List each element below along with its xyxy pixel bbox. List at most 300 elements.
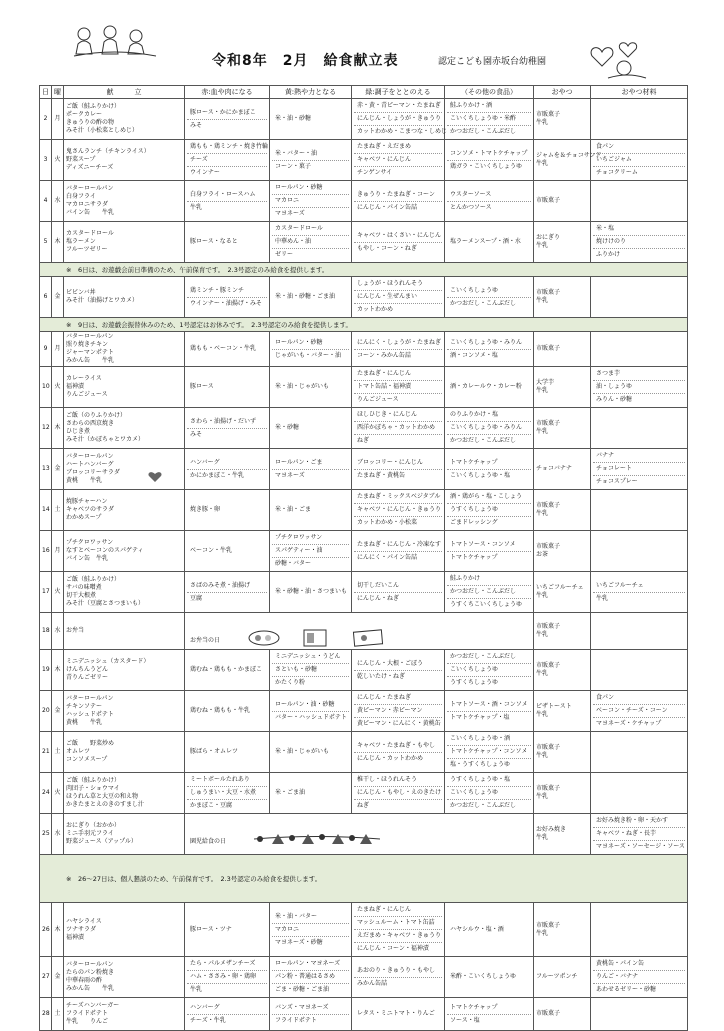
dish-name: 牛乳 りんご: [66, 1018, 109, 1025]
dish-name: 野菜スープ: [66, 156, 96, 163]
dish-name: ブロッコリーサラダ: [66, 469, 120, 476]
dish-name: ツナサラダ: [66, 925, 96, 933]
menu-table: [39, 85, 688, 1031]
col-menu: 献 立: [64, 86, 185, 99]
day-number: 9: [40, 332, 52, 367]
dish-name: ご飯（鮭ふりかけ）: [66, 576, 121, 583]
dish-name: プチクロワッサン: [66, 539, 114, 546]
notice-row: [40, 318, 688, 332]
line-item: こいくちしょうゆ: [447, 787, 531, 800]
line-item: 牛乳: [190, 203, 203, 211]
dish-list: [64, 408, 185, 449]
snack-ingredients: [591, 531, 688, 572]
line-item: ねぎ: [357, 437, 370, 444]
red-foods: [185, 732, 270, 773]
red-foods: [185, 367, 270, 408]
green-foods: [352, 181, 445, 222]
dish-list: [64, 613, 185, 650]
line-item: しょうが・ほうれんそう: [354, 278, 442, 291]
snack-item: 牛乳: [536, 119, 549, 126]
snack-item: 市販菓子: [536, 1010, 561, 1017]
snack-ingredients: [591, 650, 688, 691]
line-item: かまぼこ・豆腐: [190, 802, 233, 809]
snack-ingredients: [591, 99, 688, 140]
snack-ingredients: [591, 490, 688, 531]
other-foods: [445, 732, 534, 773]
dish-name: ポークカレー: [66, 111, 103, 118]
line-item: バター・ハッシュドポテト: [275, 713, 347, 721]
dish-name: ハートハンバーグ: [66, 461, 114, 468]
line-item: レタス・ミニトマト・りんご: [357, 1010, 435, 1017]
hearts-illustration: [588, 38, 648, 80]
snack-item: 牛乳: [536, 793, 549, 800]
yellow-foods: [270, 277, 352, 318]
line-item: チーズ・牛乳: [190, 1016, 226, 1024]
dish-list: [64, 650, 185, 691]
yellow-foods: [270, 140, 352, 181]
line-item: 牛乳: [190, 986, 203, 993]
line-item: にんじん・しょうが・きゅうり: [354, 113, 442, 126]
line-item: かつおだし・こんぶだし: [447, 586, 531, 599]
menu-body: [40, 99, 688, 1031]
snack: [534, 222, 591, 263]
notice-text: ※ 26～27日は、個人懇談のため、午前保育です。 2.3号認定のみ給食を提供します。: [40, 855, 688, 903]
green-foods: [352, 998, 445, 1031]
red-foods: [185, 222, 270, 263]
line-item: チョコレート: [593, 463, 685, 476]
line-item: かたくり粉: [275, 679, 306, 686]
day-of-week: 金: [52, 449, 64, 490]
day-of-week: 木: [52, 222, 64, 263]
line-item: 米・油・砂糖: [275, 115, 312, 122]
snack-ingredients: [591, 140, 688, 181]
snack-item: 牛乳: [536, 834, 549, 841]
line-item: カットわかめ・こまつな・しめじ: [357, 128, 447, 135]
dish-list: [64, 572, 185, 613]
yellow-foods: [270, 408, 352, 449]
snack: [534, 181, 591, 222]
snack-item: お茶: [536, 551, 549, 558]
dish-name: キャベツのサラダ: [66, 506, 114, 513]
yellow-foods: [270, 732, 352, 773]
col-green: 緑:調子をととのえる: [352, 86, 445, 99]
line-item: いちごフルーチェ: [593, 580, 685, 593]
dish-name: 塩ラーメン: [66, 238, 96, 245]
line-item: うすくちしょうゆ: [447, 504, 531, 517]
snack-item: 市販菓子: [536, 543, 561, 550]
dish-name: ミニ手羽元フライ: [66, 830, 114, 837]
line-item: 鶏ミンチ・豚ミンチ: [187, 285, 267, 298]
snack-ingredients: [591, 814, 688, 855]
day-number: 24: [40, 773, 52, 814]
dish-name: ディズニーチーズ: [66, 164, 114, 171]
line-item: ほしひじき・にんじん: [354, 409, 442, 422]
line-item: カットわかめ・小松菜: [357, 519, 417, 526]
line-item: 焼けけのり: [593, 236, 685, 249]
line-item: ふりかけ: [596, 251, 621, 258]
line-item: トマト缶詰・福神漬: [354, 381, 442, 394]
dish-list: [64, 998, 185, 1031]
snack-ingredients: [591, 957, 688, 998]
line-item: みかん缶詰: [357, 979, 388, 987]
line-item: 鶏むね・鶏もも・牛乳: [190, 707, 251, 714]
line-item: 豆腐: [190, 594, 203, 602]
other-foods: [445, 277, 534, 318]
line-item: たまねぎ・にんじん: [354, 904, 442, 917]
line-item: 米・油・バター: [272, 911, 349, 924]
dish-name: チキンソテー: [66, 703, 102, 710]
snack-item: フルーツポンチ: [536, 973, 578, 980]
snack-item: ジャムを＆チョコサンド: [536, 152, 602, 159]
green-foods: [352, 691, 445, 732]
line-item: 赤・黄・青ピーマン・たまねぎ: [354, 100, 442, 113]
dish-name: ハッシュドポテト: [66, 711, 114, 718]
line-item: 豚ロース・かにかまぼこ: [187, 107, 267, 120]
menu-row: [40, 408, 688, 449]
dish-list: [64, 332, 185, 367]
snack: [534, 998, 591, 1031]
other-foods: [445, 490, 534, 531]
dish-name: フルーツゼリー: [66, 246, 108, 253]
other-foods: [445, 181, 534, 222]
other-foods: [445, 903, 534, 957]
other-foods: [445, 531, 534, 572]
menu-row: [40, 181, 688, 222]
snack-item: 市販菓子: [536, 623, 561, 630]
line-item: ウスターソース: [447, 189, 531, 202]
snack: [534, 367, 591, 408]
line-item: にんじん・もやし・えのきたけ: [354, 787, 442, 800]
dish-name: コンソメスープ: [66, 756, 108, 763]
snack: [534, 531, 591, 572]
snack: [534, 903, 591, 957]
dish-name: ご飯 野菜炒め: [66, 740, 115, 747]
snack-item: おにぎり: [536, 234, 561, 241]
snack-item: 牛乳: [536, 510, 549, 517]
day-number: 19: [40, 650, 52, 691]
line-item: ハンバーグ: [187, 1002, 267, 1015]
dish-name: オムレツ: [66, 748, 91, 755]
line-item: みそ: [190, 430, 203, 438]
line-item: 鮭ふりかけ・酒: [447, 100, 531, 113]
line-item: もやし・コーン・ねぎ: [357, 244, 417, 252]
snack: [534, 957, 591, 998]
dish-name: たらのパン粉焼き: [66, 969, 115, 976]
snack-ingredients: [591, 367, 688, 408]
dish-name: 切干大根煮: [66, 592, 97, 599]
snack-ingredients: [591, 613, 688, 650]
snack: [534, 332, 591, 367]
day-of-week: 木: [52, 903, 64, 957]
yellow-foods: [270, 332, 352, 367]
red-foods: [185, 773, 270, 814]
day-of-week: 木: [52, 650, 64, 691]
day-of-week: 火: [52, 572, 64, 613]
yellow-foods: [270, 957, 352, 998]
dish-name: 野菜ジュース（アップル）: [66, 838, 137, 845]
line-item: 米酢・こいくちしょうゆ: [450, 973, 517, 980]
green-foods: [352, 531, 445, 572]
snack-item: 牛乳: [536, 670, 549, 677]
line-item: 鶏ガラ・こいくちしょうゆ: [450, 162, 523, 170]
other-foods: [445, 367, 534, 408]
dish-name: けんちんうどん: [66, 666, 109, 673]
line-item: キャベツ・たまねぎ・もやし: [354, 740, 442, 753]
line-item: キャベツ・にんじん・きゅうり: [354, 504, 442, 517]
children-playing-illustration: [70, 20, 160, 60]
day-of-week: 火: [52, 773, 64, 814]
dish-name: おにぎり（おかか）: [66, 822, 121, 829]
line-item: キャベツ・はくさい・にんじん: [354, 230, 442, 243]
day-number: 17: [40, 572, 52, 613]
line-item: 米・油・じゃがいも: [275, 748, 330, 755]
snack-item: 市販菓子: [536, 785, 561, 792]
snack-item: 牛乳: [536, 929, 549, 937]
line-item: たまねぎ・にんじん・冷凍なす: [354, 539, 442, 552]
line-item: さといも・砂糖: [272, 664, 349, 677]
snack-item: ピザトースト: [536, 703, 572, 710]
line-item: キャベツ・ねぎ・長芋: [593, 828, 685, 841]
dish-name: フライドポテト: [66, 1010, 108, 1017]
special-day-cell: [185, 613, 534, 650]
snack-item: 市販菓子: [536, 921, 561, 929]
line-item: ロールパン・砂糖: [272, 182, 349, 195]
line-item: たまねぎ・にんじん: [354, 368, 442, 381]
green-foods: [352, 449, 445, 490]
dish-name: みそ汁（油揚げとワカメ）: [66, 297, 139, 304]
day-of-week: 水: [52, 814, 64, 855]
menu-row: [40, 903, 688, 957]
line-item: とんかつソース: [450, 203, 492, 211]
line-item: 米・砂糖・油・さつまいも: [275, 588, 348, 595]
day-number: 26: [40, 903, 52, 957]
notice-text: ※ 9日は、お遊戯会振替休みのため、1号認定はお休みです。 2.3号認定のみ給食を提供します。: [40, 318, 688, 332]
day-number: 18: [40, 613, 52, 650]
line-item: りんごジュース: [357, 396, 399, 403]
line-item: トマトケチャップ・塩: [450, 713, 510, 721]
line-item: ロールパン・ごま: [272, 457, 349, 470]
line-item: こいくちしょうゆ・酒: [447, 733, 531, 746]
dish-name: 黄桃 牛乳: [66, 477, 103, 484]
line-item: さわら・油揚げ・だいず: [187, 416, 267, 429]
line-item: うすくちこいくちしょうゆ: [450, 601, 523, 608]
dish-name: ほうれん草と大豆の和え物: [66, 793, 139, 800]
line-item: ブロッコリー・にんじん: [354, 457, 442, 470]
snack-item: 市販菓子: [536, 420, 561, 427]
line-item: 豚ロース: [190, 383, 214, 390]
line-item: 西洋かぼちゃ・カットわかめ: [354, 422, 442, 435]
snack-item: 市販菓子: [536, 744, 561, 751]
line-item: 鶏むね・鶏もも・かまぼこ: [190, 666, 263, 673]
red-foods: [185, 572, 270, 613]
red-foods: [185, 957, 270, 998]
line-item: トマトケチャップ: [447, 457, 531, 470]
snack-item: 牛乳: [536, 631, 549, 638]
red-foods: [185, 181, 270, 222]
other-foods: [445, 449, 534, 490]
line-item: ソース・塩: [450, 1016, 480, 1024]
line-item: 豚ロース・ツナ: [190, 925, 232, 933]
line-item: たら・パルメザンチーズ: [187, 958, 267, 971]
line-item: たまねぎ・ミックスベジタブル: [354, 491, 442, 504]
yellow-foods: [270, 572, 352, 613]
line-item: プチクロワッサン: [272, 532, 349, 545]
line-item: 米・バター・油: [272, 148, 349, 161]
line-item: にんじん・コーン・福神漬: [357, 945, 429, 952]
dish-name: チーズハンバーガー: [66, 1002, 120, 1009]
line-item: 食パン: [593, 141, 685, 154]
line-item: 酒・鶏がら・塩・こしょう: [447, 491, 531, 504]
snack: [534, 140, 602, 181]
day-number: 27: [40, 957, 52, 998]
line-item: にんじん・カットわかめ: [357, 754, 423, 762]
line-item: ロールパン・マヨネーズ: [272, 958, 349, 971]
red-foods: [185, 691, 270, 732]
dish-list: [64, 222, 185, 263]
line-item: こいくちしょうゆ・塩: [450, 471, 511, 479]
red-foods: [185, 998, 270, 1031]
bento-box-icons: [246, 629, 396, 652]
line-item: マヨネーズ・ソーセージ・ソース: [596, 843, 685, 850]
snack-item: いちごフルーチェ: [536, 584, 584, 591]
dish-name: バターロールパン: [66, 453, 114, 460]
dish-name: 中華春雨の酢: [66, 977, 103, 984]
snack-item: 牛乳: [536, 297, 549, 304]
menu-row: [40, 222, 688, 263]
yellow-foods: [270, 367, 352, 408]
day-number: 2: [40, 99, 52, 140]
line-item: マカロニ: [272, 924, 349, 937]
green-foods: [352, 957, 445, 998]
yellow-foods: [270, 650, 352, 691]
line-item: 鮭ふりかけ: [447, 573, 531, 586]
line-item: マカロニ: [272, 195, 349, 208]
dish-name: みかん缶 牛乳: [66, 357, 115, 364]
line-item: かにかまぼこ・牛乳: [190, 471, 245, 479]
dish-name: バターロールパン: [66, 695, 114, 702]
dish-name: バターロールパン: [66, 333, 114, 340]
line-item: ロールパン・油・砂糖: [272, 699, 349, 712]
special-day-label: [187, 621, 531, 644]
special-day-cell: [185, 814, 534, 855]
dish-name: バイン缶 牛乳: [66, 209, 115, 216]
snack: [534, 490, 591, 531]
dish-name: ジャーマンポテト: [66, 349, 114, 356]
special-day-text: 園児給食の日: [190, 838, 227, 845]
line-item: マヨネーズ: [275, 471, 305, 479]
day-of-week: 月: [52, 332, 64, 367]
snack: [534, 691, 591, 732]
line-item: ごま・砂糖・ごま油: [275, 986, 330, 993]
line-item: 塩ラーメンスープ・酒・水: [450, 238, 521, 245]
other-foods: [445, 650, 534, 691]
dish-name: 青りんごゼリー: [66, 674, 109, 681]
line-item: 黄ピーマン・にんにく・黄桃缶: [357, 720, 441, 727]
day-number: 25: [40, 814, 52, 855]
snack-ingredients: [591, 773, 688, 814]
green-foods: [352, 332, 445, 367]
snack-item: 牛乳: [536, 428, 549, 435]
line-item: にんじん・パイン缶詰: [357, 203, 418, 211]
snack: [534, 814, 591, 855]
dish-list: [64, 181, 185, 222]
menu-row: [40, 531, 688, 572]
col-snack: おやつ: [534, 86, 591, 99]
snack-item: 市販菓子: [536, 111, 561, 118]
day-of-week: 木: [52, 408, 64, 449]
line-item: 豚ばら・オムレツ: [190, 748, 239, 755]
green-foods: [352, 140, 445, 181]
yellow-foods: [270, 222, 352, 263]
dish-name: ハヤシライス: [66, 917, 102, 925]
line-item: ハヤシルウ・塩・酒: [450, 925, 504, 933]
dish-name: ひじき煮: [66, 428, 91, 435]
menu-row: [40, 140, 688, 181]
dish-name: 福神漬: [66, 383, 85, 390]
line-item: にんにく・パイン缶詰: [357, 553, 418, 561]
dish-list: [64, 814, 185, 855]
snack: [534, 650, 591, 691]
line-item: トマトソース・酒・コンソメ: [447, 699, 531, 712]
line-item: 米・塩: [593, 223, 685, 236]
other-foods: [445, 572, 534, 613]
day-number: 13: [40, 449, 52, 490]
line-item: たまねぎ・えだまめ: [354, 141, 442, 154]
line-item: チーズ: [187, 154, 267, 167]
line-item: マヨネーズ・ケチャップ: [596, 720, 662, 727]
snack-item: お好み焼き: [536, 826, 567, 833]
line-item: 塩・うすくちしょうゆ: [450, 761, 511, 768]
col-snack-ingredients: おやつ材料: [591, 86, 688, 99]
day-of-week: 土: [52, 490, 64, 531]
day-number: 12: [40, 408, 52, 449]
menu-row: [40, 490, 688, 531]
snack-item: 牛乳: [536, 242, 549, 249]
day-number: 10: [40, 367, 52, 408]
day-number: 16: [40, 531, 52, 572]
yellow-foods: [270, 691, 352, 732]
day-number: 3: [40, 140, 52, 181]
day-of-week: 水: [52, 181, 64, 222]
line-item: かつおだし・こんぶだし: [450, 437, 517, 444]
snack-item: 市販菓子: [536, 197, 561, 204]
line-item: えだまめ・キャベツ・きゅうり: [354, 930, 442, 943]
dish-name: バターロールパン: [66, 185, 114, 192]
red-foods: [185, 140, 270, 181]
snack-ingredients: [591, 732, 688, 773]
menu-row: [40, 613, 688, 650]
red-foods: [185, 449, 270, 490]
line-item: みそ: [190, 121, 203, 129]
day-of-week: 金: [52, 277, 64, 318]
line-item: 白身フライ・ロースハム: [187, 189, 267, 202]
menu-row: [40, 367, 688, 408]
dish-name: バターロールパン: [66, 961, 114, 968]
line-item: ウインナー: [190, 169, 220, 176]
other-foods: [445, 99, 534, 140]
line-item: カットわかめ: [357, 306, 393, 313]
line-item: かつおだし・こんぶだし: [447, 651, 531, 664]
onigiri-garland-icon: [252, 832, 382, 851]
dish-name: かきたまとえのきのすまし汁: [66, 801, 145, 808]
col-yellow: 黄:熱や力となる: [270, 86, 352, 99]
line-item: きゅうり・たまねぎ・コーン: [354, 189, 442, 202]
line-item: りんご・バナナ: [593, 971, 685, 984]
line-item: にんにく・しょうが・たまねぎ: [354, 337, 442, 350]
line-item: じゃがいも・バター・油: [275, 351, 342, 359]
line-item: かつおだし・こんぶだし: [450, 299, 517, 307]
other-foods: [445, 332, 534, 367]
